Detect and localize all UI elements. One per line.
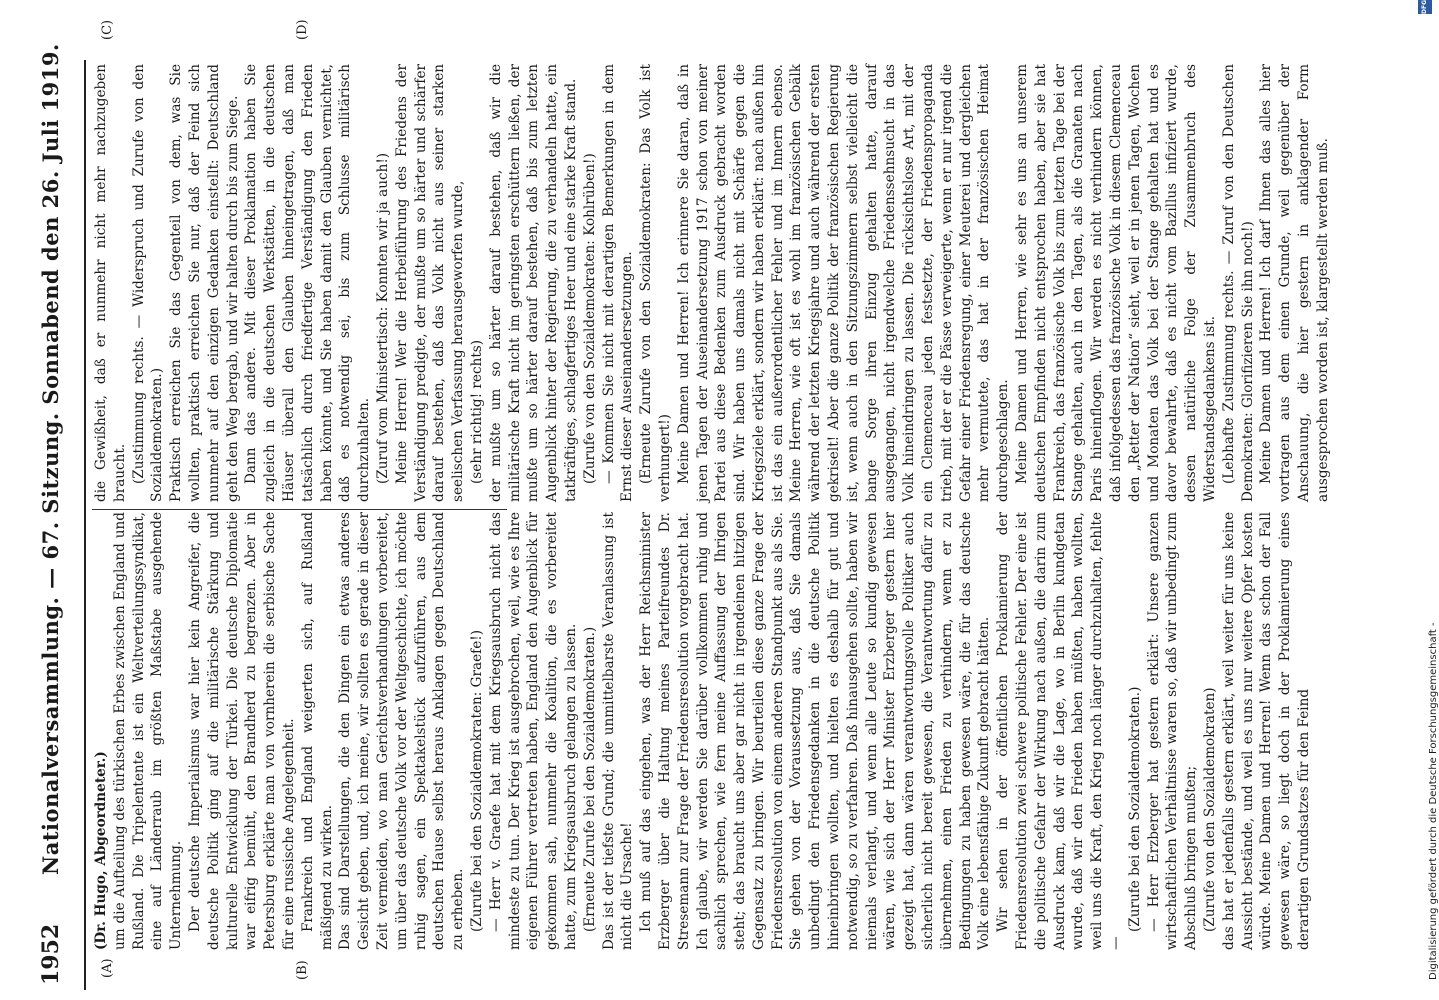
- paragraph: Meine Damen und Herren! Ich darf Ihnen das alles hier vortragen aus dem einen Grunde, weil gegenüber der Anschauung, die hier gestern in anklagender Form ausgesprochen worden ist, klargestellt werden muß.: [1258, 64, 1331, 502]
- paragraph: Meine Damen und Herren! Ich erinnere Sie daran, daß in jenen Tagen der Auseinandersetzung 1917 schon von meiner Partei aus diese Bedenken zum Ausdruck gebracht worden sind. Wir haben uns damals nicht mit Schärfe gegen die Kriegsziele erklärt, sondern wir haben erklärt: nach außen hin ist das ein außerordentlicher Fehler und im Innern ebenso. Meine Herren, wie oft ist es wohl im französischen Gebälk während der letzten Kriegsjahre und auch während der ersten gekriselt! Aber die ganze Politik der französischen Regierung ist, wenn auch in den Sitzungszimmern selbst vielleicht die bange Sorge ihren Einzug gehalten hatte, darauf ausgegangen, nicht irgendwelche Friedenssehnsucht in das Volk hineindringen zu lassen. Die rücksichtslose Art, mit der ein Clemenceau jeden festsetzte, der Friedenspropaganda trieb, mit der er die Pässe verweigerte, wenn er nur irgend die Gefahr einer Friedensregung, einer Meuterei und dergleichen mehr vermutete, das hat in der französischen Heimat durchgeschlagen.: [675, 64, 1012, 502]
- paragraph: um die Aufteilung des türkischen Erbes zwischen England und Rußland. Die Tripelentente ist ein Weltverteilungssyndikat, eine auf Länderraub im größten Maßstabe ausgehende Unternehmung.: [111, 512, 185, 950]
- paragraph: Praktisch erreichen Sie das Gegenteil von dem, was Sie wollten, praktisch erreichen Sie nur, daß der Feind sich nunmehr auf den einzigen Gedanken einstellt: Deutschland geht den Weg bergab, und wir halten durch bis zum Siege.: [168, 64, 241, 502]
- paragraph: Ich muß auf das eingehen, was der Herr Reichsminister Erzberger über die Haltung meines Parteifreundes Dr. Stresemann zur Frage der Friedensresolution vorgebracht hat. Ich glaube, wir werden Sie darüber vollkommen ruhig und sachlich sprechen, wie fern meine Auffassung der Ihrigen steht; das braucht uns aber gar nicht in irgendeinen hitzigen Gegensatz zu bringen. Wir beurteilen diese ganze Frage der Friedensresolution von einem anderen Standpunkt aus als Sie. Sie gehen von der Voraussetzung aus, daß Sie damals unbedingt den Friedensgedanken in die deutsche Politik hineinbringen wollten, und hielten es deshalb für gut und notwendig, so zu verfahren. Daß hinausgehen sollte, haben wir niemals verlangt, und wenn alle Leute so kundig gewesen wären, wie sich der Herr Minister Erzberger gestern hier gezeigt hat, dann wären verantwortungsvolle Politiker auch sicherlich nicht bereit gewesen, die Verantwortung dafür zu übernehmen, einen Frieden zu verhindern, wenn er zu Bedingungen zu haben gewesen wäre, die für das deutsche Volk eine lebensfähige Zukunft gebracht hätten.: [638, 512, 993, 950]
- margin-marker-a: (A): [100, 958, 115, 978]
- margin-marker-d: (D): [295, 19, 310, 40]
- paragraph: — Herr Erzberger hat gestern erklärt: Unsere ganzen wirtschaftlichen Verhältnisse waren so, daß wir unbedingt zum Abschluß bringen mußten;: [1145, 512, 1200, 950]
- interjection: (Zuruf vom Ministertisch: Konnten wir ja auch!): [374, 152, 391, 484]
- paragraph: — Herr v. Graefe hat mit dem Kriegsausbruch nicht das mindeste zu tun. Der Krieg ist ausgebrochen, weil, wie es Ihre eigenen Führer vertreten haben, England den Augenblick für gekommen sah, nunmehr die Koalition, die es vorbereitet hatte, zum Kriegsausbruch gelangen zu lassen.: [487, 512, 579, 950]
- paragraph: Meine Herren! Wer die Herbeiführung des Friedens der Verständigung predigte, der mußte um so härter und schärfer darauf bestehen, daß das Volk nicht aus seiner starken seelischen Verfassung herausgeworfen wurde,: [393, 64, 467, 502]
- interjection: (Zurufe bei den Sozialdemokraten: Graefe!): [468, 629, 485, 932]
- dfg-logo: DFG: [1418, 0, 1432, 14]
- running-head: Nationalversammlung. — 67. Sitzung. Sonnabend den 26. Juli 1919.: [38, 43, 63, 875]
- right-column: [92, 64, 1331, 502]
- credit-text: Digitalisierung gefördert durch die Deutsche Forschungsgemeinschaft -: [1428, 622, 1439, 980]
- paragraph: das hat er jedenfalls gestern erklärt, weil weiter für uns keine Aussicht bestände, und weil es uns nur weitere Opfer kosten würde. Meine Damen und Herren! Wenn das schon der Fall gewesen wäre, so liegt doch in der Proklamierung eines derartigen Grundsatzes für den Feind: [1220, 512, 1312, 950]
- paragraph: Das sind Darstellungen, die den Dingen ein etwas anderes Gesicht geben, und, ich meine, wir sollten es gerade in dieser Zeit vermeiden, wo man Gerichtsverhandlungen vorbereitet, um über das deutsche Volk vor der Weltgeschichte, ich möchte ruhig sagen, ein Spektakelstück aufzuführen, aus dem deutschen Hause selbst heraus Anklagen gegen Deutschland zu erheben.: [337, 512, 467, 950]
- margin-marker-c: (C): [100, 19, 115, 40]
- column-divider: [92, 509, 507, 510]
- page-number: 1952: [38, 923, 64, 985]
- interjection: (Zurufe von den Sozialdemokraten: Kohlrüben!): [581, 153, 598, 484]
- paragraph: Meine Damen und Herren, wie sehr es uns an unserem deutschen Empfinden nicht entsprochen haben, aber sie hat Frankreich, das französische Volk bis zum letzten Tage bei der Stange gehalten, auch in den Tagen, als die Granaten nach Paris hineinflogen. Wir werden es nicht verhindern können, daß infolgedessen das französische Volk in diesem Clemenceau den „Retter der Nation“ sieht, weil er in jenen Tagen, Wochen und Monaten das Volk bei der Stange gehalten hat und es davor bewahrte, daß es nicht vom Bazillus infiziert wurde, dessen natürliche Folge der Zusammenbruch des Widerstandsgedankens ist.: [1014, 64, 1219, 502]
- paragraph: Dann das andere. Mit dieser Proklamation haben Sie zugleich in die deutschen Werkstätten, in die deutschen Häuser überall den Glauben hineingetragen, daß man tatsächlich durch friedfertige Verständigung den Frieden haben könnte, und Sie haben damit den Glauben vernichtet, daß es notwendig sei, bis zum Schlusse militärisch durchzuhalten.: [243, 64, 373, 502]
- paragraph: die Gewißheit, daß er nunmehr nicht mehr nachzugeben braucht.: [93, 64, 128, 502]
- digitization-credit: [1428, 0, 1439, 980]
- header-rule: [84, 60, 86, 990]
- speaker-attribution: (Dr. Hugo, Abgeordneter.): [93, 751, 109, 950]
- interjection: (Erneute Zurufe bei den Sozialdemokraten.): [581, 626, 598, 932]
- margin-marker-b: (B): [295, 960, 310, 980]
- interjection: (sehr richtig! rechts): [468, 339, 485, 484]
- paragraph: Der deutsche Imperialismus war hier kein Angreifer, die deutsche Politik ging auf die militärische Stärkung und kulturelle Entwicklung der Türkei. Die deutsche Diplomatie war eifrig bemüht, den Brandherd zu begrenzen. Aber in Petersburg erklärte man von vornherein die serbische Sache für eine russische Angelegenheit.: [186, 512, 297, 950]
- paragraph: Wir sehen in der öffentlichen Proklamierung der Friedensresolution zwei schwere politische Fehler. Der eine ist die politische Gefahr der Wirkung nach außen, die darin zum Ausdruck kam, daß wir die Lage, wo in Berlin kundgetan wurde, daß wir den Frieden haben müßten, haben wollten, weil uns die Kraft, den Krieg noch länger durchzuhalten, fehlte —: [995, 512, 1125, 950]
- page-header: [22, 43, 72, 985]
- paragraph: Frankreich und England weigerten sich, auf Rußland mäßigend zu wirken.: [299, 512, 335, 950]
- paragraph: der mußte um so härter darauf bestehen, daß wir die militärische Kraft nicht im geringsten erschüttern ließen, der mußte um so härter darauf bestehen, daß bis zum letzten Augenblick hinter der Regierung, die zu verhandeln hatte, ein tatkräftiges, schlagfertiges Heer und eine starke Kraft stand.: [487, 64, 579, 502]
- interjection: (Zustimmung rechts. — Widerspruch und Zurufe von den Sozialdemokraten.): [130, 64, 166, 502]
- interjection: (Zurufe von den Sozialdemokraten): [1202, 687, 1219, 932]
- paragraph: Das ist der tiefste Grund; die unmittelbarste Veranlassung ist nicht die Ursache!: [600, 512, 636, 950]
- interjection: (Zurufe bei den Sozialdemokraten.): [1126, 686, 1143, 932]
- interjection: (Erneute Zurufe von den Sozialdemokraten: Das Volk ist verhungert!): [638, 64, 673, 502]
- interjection: (Lebhafte Zustimmung rechts. — Zuruf von den Deutschen Demokraten: Glorifizieren Sie ihn noch!): [1220, 64, 1256, 502]
- left-column: [92, 512, 1312, 950]
- paragraph: — Kommen Sie nicht mit derartigen Bemerkungen in dem Ernst dieser Auseinandersetzungen.: [600, 64, 636, 502]
